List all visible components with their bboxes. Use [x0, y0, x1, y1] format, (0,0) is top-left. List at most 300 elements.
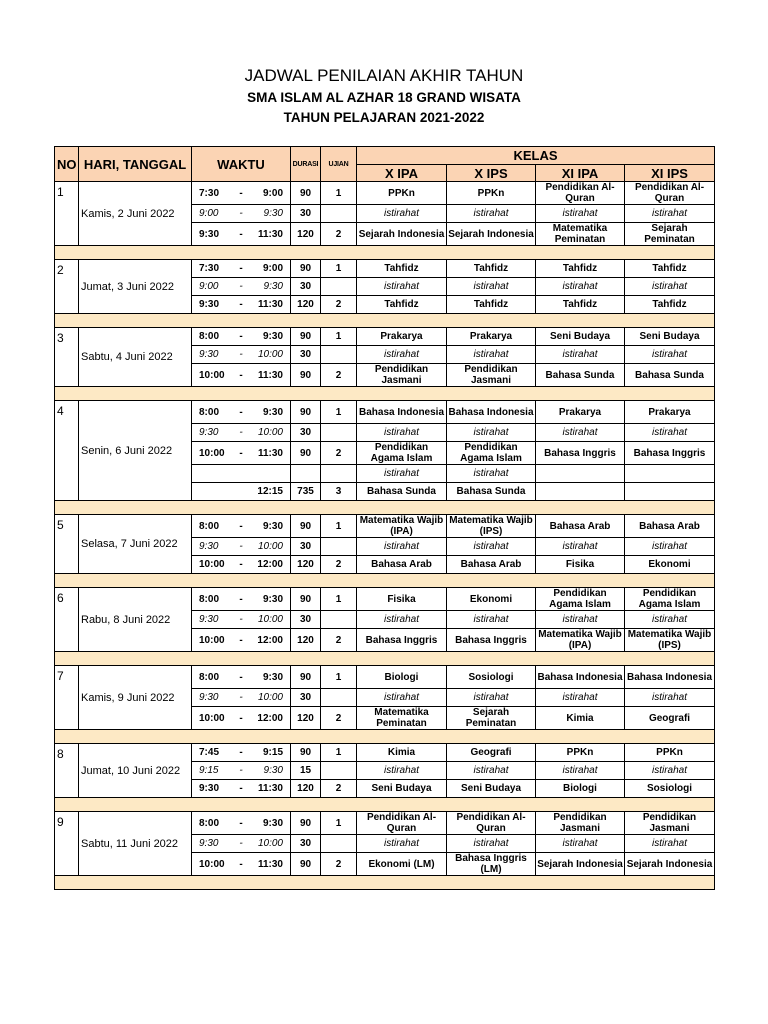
time-end: 10:00 [257, 541, 283, 552]
exam-number: 2 [321, 853, 357, 876]
subject-cell: Bahasa Arab [625, 515, 715, 538]
subject-cell: Seni Budaya [536, 328, 625, 346]
subject-cell: istirahat [357, 424, 447, 442]
exam-number [321, 278, 357, 296]
time-dash: - [239, 614, 243, 625]
duration: 90 [291, 666, 321, 689]
time-range [192, 205, 291, 223]
subject-cell: Bahasa Sunda [536, 364, 625, 387]
time-range [192, 744, 291, 762]
time-dash: - [239, 559, 243, 570]
day-number: 1 [55, 182, 79, 246]
subject-cell: istirahat [447, 611, 536, 629]
day-date: Jumat, 3 Juni 2022 [79, 260, 192, 314]
schedule-row [55, 666, 715, 689]
day-number: 3 [55, 328, 79, 387]
subject-cell: Sejarah Peminatan [447, 707, 536, 730]
time-range [192, 515, 291, 538]
time-range [192, 762, 291, 780]
time-start: 9:00 [199, 281, 219, 292]
time-dash: - [239, 817, 243, 829]
exam-number: 2 [321, 780, 357, 798]
subject-cell: Pendidikan Agama Islam [536, 588, 625, 611]
time-dash: - [239, 208, 243, 219]
exam-number: 1 [321, 812, 357, 835]
time-dash: - [239, 228, 243, 240]
subject-cell: Bahasa Arab [447, 556, 536, 574]
subject-cell: Pendidikan Al-Quran [625, 182, 715, 205]
subject-cell: Pendidikan Agama Islam [447, 442, 536, 465]
header-exam: UJIAN [321, 147, 357, 182]
subject-cell: Kimia [536, 707, 625, 730]
duration [291, 465, 321, 483]
document-header [0, 64, 768, 128]
subject-cell: Bahasa Sunda [447, 483, 536, 501]
time-start: 8:00 [199, 331, 220, 342]
duration: 30 [291, 278, 321, 296]
time-start: 9:15 [199, 765, 219, 776]
schedule-row [55, 588, 715, 611]
time-range [192, 780, 291, 798]
subject-cell: Sejarah Indonesia [447, 223, 536, 246]
separator-band [55, 246, 715, 260]
subject-cell: istirahat [447, 346, 536, 364]
time-dash: - [239, 520, 243, 532]
subject-cell: Bahasa Indonesia [447, 401, 536, 424]
time-range [192, 689, 291, 707]
exam-number [321, 689, 357, 707]
duration: 120 [291, 296, 321, 314]
duration: 120 [291, 707, 321, 730]
time-dash: - [239, 593, 243, 605]
subject-cell: Pendidikan Jasmani [357, 364, 447, 387]
time-start: 10:00 [199, 447, 225, 459]
time-range [192, 465, 291, 483]
subject-cell: Matematika Wajib (IPS) [447, 515, 536, 538]
exam-number [321, 611, 357, 629]
time-range-inner [193, 635, 289, 646]
exam-number: 2 [321, 556, 357, 574]
subject-cell: Bahasa Indonesia [536, 666, 625, 689]
subject-cell: Tahfidz [357, 296, 447, 314]
day-date: Kamis, 2 Juni 2022 [79, 182, 192, 246]
subject-cell: PPKn [625, 744, 715, 762]
time-range-inner [193, 672, 289, 683]
header-no: NO [55, 147, 79, 182]
subject-cell: istirahat [625, 205, 715, 223]
subject-cell: Matematika Wajib (IPS) [625, 629, 715, 652]
time-dash: - [239, 299, 243, 310]
subject-cell: Bahasa Arab [536, 515, 625, 538]
time-range [192, 260, 291, 278]
time-range [192, 182, 291, 205]
subject-cell: Bahasa Inggris [536, 442, 625, 465]
exam-number: 1 [321, 744, 357, 762]
subject-cell: Fisika [536, 556, 625, 574]
subject-cell: istirahat [357, 611, 447, 629]
time-range-inner [193, 541, 289, 552]
subject-cell: Sosiologi [447, 666, 536, 689]
day-separator [55, 246, 715, 260]
exam-number [321, 835, 357, 853]
time-dash: - [239, 187, 243, 199]
subject-cell: Kimia [357, 744, 447, 762]
time-range-inner [193, 692, 289, 703]
day-number: 2 [55, 260, 79, 314]
time-dash: - [239, 858, 243, 870]
separator-band [55, 652, 715, 666]
subject-cell: Matematika Peminatan [536, 223, 625, 246]
exam-number: 2 [321, 707, 357, 730]
time-dash: - [239, 541, 243, 552]
time-range [192, 835, 291, 853]
time-start: 10:00 [199, 559, 225, 570]
time-range-inner [193, 838, 289, 849]
subject-cell: istirahat [536, 689, 625, 707]
duration: 120 [291, 629, 321, 652]
time-start: 9:30 [199, 228, 220, 240]
subject-cell: Biologi [536, 780, 625, 798]
subject-cell: istirahat [625, 762, 715, 780]
time-start: 8:00 [199, 520, 220, 532]
time-range [192, 707, 291, 730]
subject-cell: istirahat [357, 465, 447, 483]
time-range-inner [193, 559, 289, 570]
subject-cell: Seni Budaya [625, 328, 715, 346]
time-start [199, 486, 229, 497]
time-range [192, 364, 291, 387]
subject-cell: Pendidikan Al-Quran [357, 812, 447, 835]
time-end: 12:00 [257, 559, 283, 570]
day-date: Kamis, 9 Juni 2022 [79, 666, 192, 730]
subject-cell: istirahat [536, 611, 625, 629]
time-end: 9:30 [263, 208, 283, 219]
time-start: 9:30 [199, 614, 219, 625]
exam-number [321, 762, 357, 780]
time-end: 11:30 [257, 858, 283, 870]
subject-cell: istirahat [357, 689, 447, 707]
time-start: 9:30 [199, 541, 219, 552]
time-end: 11:30 [257, 228, 283, 240]
schedule-row [55, 744, 715, 762]
exam-number: 1 [321, 401, 357, 424]
day-number: 7 [55, 666, 79, 730]
subject-cell: istirahat [447, 465, 536, 483]
academic-year: TAHUN PELAJARAN 2021-2022 [283, 110, 485, 125]
duration: 30 [291, 205, 321, 223]
time-range-inner [193, 299, 289, 310]
subject-cell: Prakarya [536, 401, 625, 424]
exam-number: 1 [321, 328, 357, 346]
time-end: 10:00 [257, 349, 283, 360]
time-range-inner [193, 859, 289, 870]
day-date: Rabu, 8 Juni 2022 [79, 588, 192, 652]
subject-cell: Ekonomi [625, 556, 715, 574]
time-end: 9:30 [263, 765, 283, 776]
subject-cell: Biologi [357, 666, 447, 689]
time-range-inner [193, 229, 289, 240]
subject-cell: Sejarah Indonesia [357, 223, 447, 246]
time-range [192, 223, 291, 246]
subject-cell: Bahasa Inggris [447, 629, 536, 652]
time-end: 9:30 [262, 817, 283, 829]
header-day: HARI, TANGGAL [79, 147, 192, 182]
time-end: 11:30 [257, 369, 283, 381]
time-start: 8:00 [199, 671, 220, 683]
subject-cell: istirahat [625, 278, 715, 296]
time-range-inner [193, 263, 289, 274]
subject-cell: Pendidikan Jasmani [625, 812, 715, 835]
time-end: 10:00 [257, 614, 283, 625]
time-range-inner [193, 594, 289, 605]
time-end: 9:00 [262, 263, 283, 274]
duration: 90 [291, 853, 321, 876]
time-dash: - [239, 634, 243, 646]
subject-cell [625, 465, 715, 483]
subject-cell: Pendidikan Al-Quran [536, 182, 625, 205]
exam-number: 1 [321, 515, 357, 538]
separator-band [55, 798, 715, 812]
day-separator [55, 314, 715, 328]
time-end: 12:15 [257, 486, 283, 497]
subject-cell: Pendidikan Jasmani [447, 364, 536, 387]
time-start: 8:00 [199, 406, 220, 418]
exam-number: 1 [321, 588, 357, 611]
day-separator [55, 501, 715, 515]
time-start: 9:30 [199, 349, 219, 360]
header-class-x-ips: X IPS [447, 165, 536, 182]
subject-cell: Tahfidz [447, 296, 536, 314]
subject-cell: Tahfidz [536, 260, 625, 278]
subject-cell: Bahasa Inggris [357, 629, 447, 652]
time-start: 8:00 [199, 817, 220, 829]
day-date: Sabtu, 11 Juni 2022 [79, 812, 192, 876]
header-time: WAKTU [192, 147, 291, 182]
subject-cell: Tahfidz [536, 296, 625, 314]
subject-cell: Pendidikan Jasmani [536, 812, 625, 835]
time-range [192, 346, 291, 364]
subject-cell: istirahat [625, 424, 715, 442]
header-class-xi-ips: XI IPS [625, 165, 715, 182]
schedule-row [55, 401, 715, 424]
duration: 90 [291, 328, 321, 346]
subject-cell: istirahat [447, 762, 536, 780]
time-dash: - [239, 783, 243, 794]
subject-cell: Bahasa Inggris (LM) [447, 853, 536, 876]
time-start: 9:30 [199, 783, 220, 794]
subject-cell: Ekonomi (LM) [357, 853, 447, 876]
subject-cell: Prakarya [625, 401, 715, 424]
subject-cell: istirahat [447, 689, 536, 707]
time-dash: - [239, 427, 243, 438]
time-start: 9:30 [199, 838, 219, 849]
schedule-row [55, 328, 715, 346]
time-end: 12:00 [257, 634, 283, 646]
day-separator [55, 798, 715, 812]
duration: 90 [291, 812, 321, 835]
time-end: 11:30 [257, 783, 283, 794]
time-range-inner [193, 281, 289, 292]
subject-cell: istirahat [625, 346, 715, 364]
time-end: 9:30 [262, 331, 283, 342]
subject-cell: Geografi [447, 744, 536, 762]
subject-cell: Pendidikan Al-Quran [447, 812, 536, 835]
subject-cell: istirahat [447, 205, 536, 223]
time-start: 9:30 [199, 299, 220, 310]
subject-cell: Bahasa Inggris [625, 442, 715, 465]
exam-number [321, 205, 357, 223]
exam-number: 3 [321, 483, 357, 501]
time-range-inner [193, 370, 289, 381]
subject-cell: Sejarah Peminatan [625, 223, 715, 246]
time-range-inner [193, 818, 289, 829]
subject-cell: istirahat [536, 762, 625, 780]
duration: 30 [291, 538, 321, 556]
time-range [192, 424, 291, 442]
duration: 90 [291, 401, 321, 424]
day-date: Senin, 6 Juni 2022 [79, 401, 192, 501]
day-number: 4 [55, 401, 79, 501]
subject-cell: Bahasa Arab [357, 556, 447, 574]
exam-number [321, 538, 357, 556]
separator-band [55, 574, 715, 588]
time-range [192, 629, 291, 652]
duration: 120 [291, 780, 321, 798]
subject-cell: istirahat [625, 835, 715, 853]
day-number: 5 [55, 515, 79, 574]
time-range-inner [193, 783, 289, 794]
time-range-inner [193, 331, 289, 342]
header-kelas: KELAS [357, 147, 715, 165]
duration: 30 [291, 835, 321, 853]
subject-cell: Bahasa Indonesia [625, 666, 715, 689]
time-range-inner [193, 208, 289, 219]
subject-cell: istirahat [357, 538, 447, 556]
separator-band [55, 387, 715, 401]
time-end: 9:30 [262, 406, 283, 418]
day-date: Jumat, 10 Juni 2022 [79, 744, 192, 798]
time-dash: - [239, 331, 243, 342]
time-dash: - [239, 369, 243, 381]
schedule-row [55, 515, 715, 538]
time-range [192, 296, 291, 314]
time-range-inner [193, 349, 289, 360]
duration: 120 [291, 556, 321, 574]
header-duration: DURASI [291, 147, 321, 182]
time-end: 12:00 [257, 712, 283, 724]
subject-cell: istirahat [447, 835, 536, 853]
subject-cell: istirahat [536, 278, 625, 296]
time-range-inner [193, 713, 289, 724]
subject-cell: istirahat [536, 205, 625, 223]
separator-band [55, 876, 715, 890]
exam-number [321, 346, 357, 364]
time-range [192, 401, 291, 424]
time-start: 9:30 [199, 692, 219, 703]
time-dash: - [239, 447, 243, 459]
time-range [192, 538, 291, 556]
time-dash: - [239, 747, 243, 758]
time-start: 9:00 [199, 208, 219, 219]
time-start: 10:00 [199, 712, 225, 724]
subject-cell: Ekonomi [447, 588, 536, 611]
subject-cell: istirahat [357, 835, 447, 853]
day-date: Sabtu, 4 Juni 2022 [79, 328, 192, 387]
exam-number: 2 [321, 442, 357, 465]
time-end: 9:15 [262, 747, 283, 758]
time-range [192, 556, 291, 574]
subject-cell [536, 483, 625, 501]
time-end: 9:30 [263, 281, 283, 292]
duration: 120 [291, 223, 321, 246]
time-range-inner [193, 765, 289, 776]
time-start: 10:00 [199, 858, 225, 870]
time-start: 9:30 [199, 427, 219, 438]
subject-cell: istirahat [625, 538, 715, 556]
time-dash: - [239, 692, 243, 703]
day-separator [55, 387, 715, 401]
time-range-inner [193, 407, 289, 418]
time-range-inner [193, 614, 289, 625]
subject-cell: Fisika [357, 588, 447, 611]
subject-cell: istirahat [625, 689, 715, 707]
time-end: 9:30 [262, 671, 283, 683]
time-start: 7:30 [199, 187, 220, 199]
subject-cell [536, 465, 625, 483]
subject-cell: istirahat [625, 611, 715, 629]
duration: 90 [291, 588, 321, 611]
day-separator [55, 876, 715, 890]
duration: 30 [291, 689, 321, 707]
separator-band [55, 314, 715, 328]
time-dash: - [239, 263, 243, 274]
schedule-table [54, 146, 715, 890]
subject-cell: Matematika Peminatan [357, 707, 447, 730]
document-title: JADWAL PENILAIAN AKHIR TAHUN [244, 66, 524, 85]
subject-cell: istirahat [536, 346, 625, 364]
subject-cell: istirahat [447, 538, 536, 556]
duration: 30 [291, 346, 321, 364]
subject-cell: PPKn [447, 182, 536, 205]
time-end: 9:30 [262, 520, 283, 532]
separator-band [55, 730, 715, 744]
time-end: 11:30 [257, 447, 283, 459]
time-start: 8:00 [199, 593, 220, 605]
time-start: 10:00 [199, 634, 225, 646]
time-range-inner [193, 188, 289, 199]
subject-cell: istirahat [536, 538, 625, 556]
day-number: 8 [55, 744, 79, 798]
subject-cell: istirahat [536, 424, 625, 442]
time-range [192, 611, 291, 629]
exam-number: 1 [321, 182, 357, 205]
day-separator [55, 574, 715, 588]
time-start: 7:30 [199, 263, 220, 274]
subject-cell: Bahasa Sunda [357, 483, 447, 501]
time-range [192, 278, 291, 296]
exam-number: 2 [321, 629, 357, 652]
duration: 90 [291, 442, 321, 465]
subject-cell: Tahfidz [625, 260, 715, 278]
subject-cell: Bahasa Sunda [625, 364, 715, 387]
subject-cell: Sejarah Indonesia [536, 853, 625, 876]
time-end: 9:00 [262, 187, 283, 199]
duration: 15 [291, 762, 321, 780]
time-range-inner [193, 486, 289, 497]
time-dash: - [239, 349, 243, 360]
time-range [192, 588, 291, 611]
header-row [55, 147, 715, 165]
